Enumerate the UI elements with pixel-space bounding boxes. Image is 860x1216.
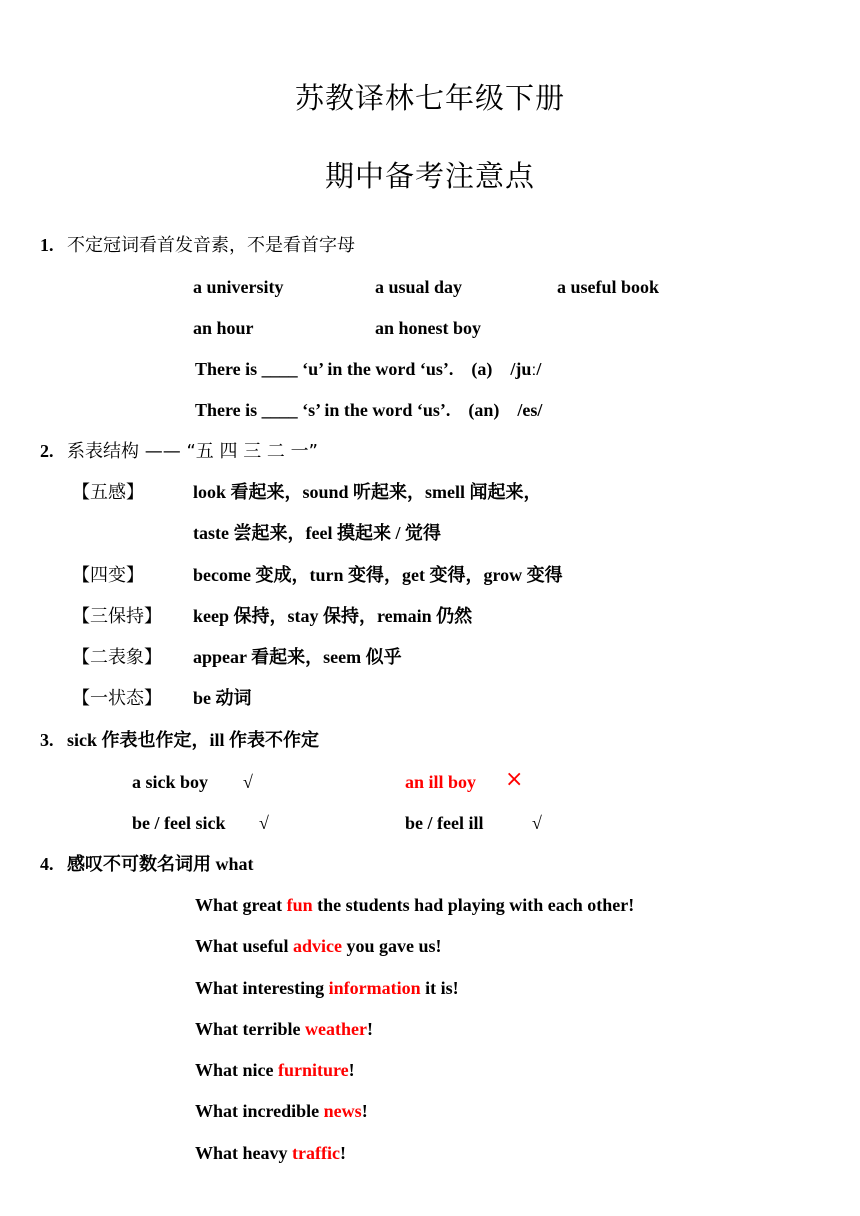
section-2-heading: [40, 440, 318, 463]
question-answer: (a): [471, 359, 493, 379]
section-number: 4.: [40, 854, 54, 874]
check-mark-icon: √: [259, 813, 269, 833]
exclamation-sentence: What great fun the students had playing with each other!: [195, 895, 635, 915]
question-text: There is ____ ‘u’ in the word ‘us’.: [195, 359, 454, 379]
section-number: 2.: [40, 441, 54, 461]
verb-group-list: keep 保持，stay 保持，remain 仍然: [193, 606, 473, 626]
uncountable-noun: traffic: [292, 1143, 340, 1163]
phonetic: /juː/: [510, 359, 542, 379]
verb-group-list: become 变成，turn 变得，get 变得，grow 变得: [193, 565, 563, 585]
exclamation-sentence: What interesting information it is!: [195, 978, 459, 998]
example-incorrect: an ill boy: [405, 772, 477, 792]
exclamation-sentence: What heavy traffic!: [195, 1143, 346, 1163]
exclamation-sentence: What incredible news!: [195, 1101, 368, 1121]
uncountable-noun: fun: [286, 895, 313, 915]
check-mark-icon: √: [532, 813, 542, 833]
example-question: [195, 399, 542, 421]
section-title: 感叹不可数名词用 what: [67, 854, 254, 874]
example-phrase: an hour: [193, 318, 254, 338]
check-mark-icon: √: [243, 772, 253, 792]
example-question: [195, 358, 541, 380]
section-4-heading: [40, 853, 254, 875]
document-subtitle: 期中备考注意点: [324, 159, 535, 193]
uncountable-noun: furniture: [278, 1060, 349, 1080]
section-title: 不定冠词看首发音素，不是看首字母: [67, 235, 355, 256]
verb-group-list: look 看起来，sound 听起来，smell 闻起来，: [193, 482, 542, 502]
example-phrase: a usual day: [375, 277, 463, 297]
uncountable-noun: weather: [304, 1019, 367, 1039]
cross-mark-icon: ×: [505, 767, 524, 792]
example-correct: be / feel ill: [405, 813, 484, 833]
exclamation-sentence: What useful advice you gave us!: [195, 936, 442, 956]
uncountable-noun: news: [323, 1101, 362, 1121]
phonetic: /es/: [517, 400, 543, 420]
section-3-heading: [40, 729, 319, 751]
section-title: sick 作表也作定，ill 作表不作定: [67, 730, 320, 750]
verb-group-list: appear 看起来，seem 似乎: [193, 647, 402, 667]
section-number: 1.: [40, 235, 54, 255]
verb-group-tag: 【二表象】: [72, 647, 162, 668]
exclamation-sentence: What terrible weather!: [195, 1019, 373, 1039]
example-phrase: a useful book: [557, 277, 660, 297]
verb-group-list: taste 尝起来，feel 摸起来 / 觉得: [193, 523, 441, 543]
verb-group-tag: 【一状态】: [72, 688, 162, 709]
question-text: There is ____ ‘s’ in the word ‘us’.: [195, 400, 451, 420]
section-title: 系表结构 —— “五 四 三 二 一”: [67, 441, 318, 462]
example-correct: a sick boy: [132, 772, 209, 792]
example-phrase: a university: [193, 277, 284, 297]
verb-group-tag: 【五感】: [72, 482, 144, 503]
question-answer: (an): [468, 400, 500, 420]
uncountable-noun: information: [328, 978, 421, 998]
example-phrase: an honest boy: [375, 318, 482, 338]
example-correct: be / feel sick: [132, 813, 226, 833]
section-1-heading: [40, 234, 355, 257]
verb-group-list: be 动词: [193, 688, 252, 708]
exclamation-sentence: What nice furniture!: [195, 1060, 355, 1080]
document-title: 苏教译林七年级下册: [294, 81, 565, 115]
verb-group-tag: 【三保持】: [72, 606, 162, 627]
verb-group-tag: 【四变】: [72, 565, 144, 586]
uncountable-noun: advice: [293, 936, 343, 956]
section-number: 3.: [40, 730, 54, 750]
